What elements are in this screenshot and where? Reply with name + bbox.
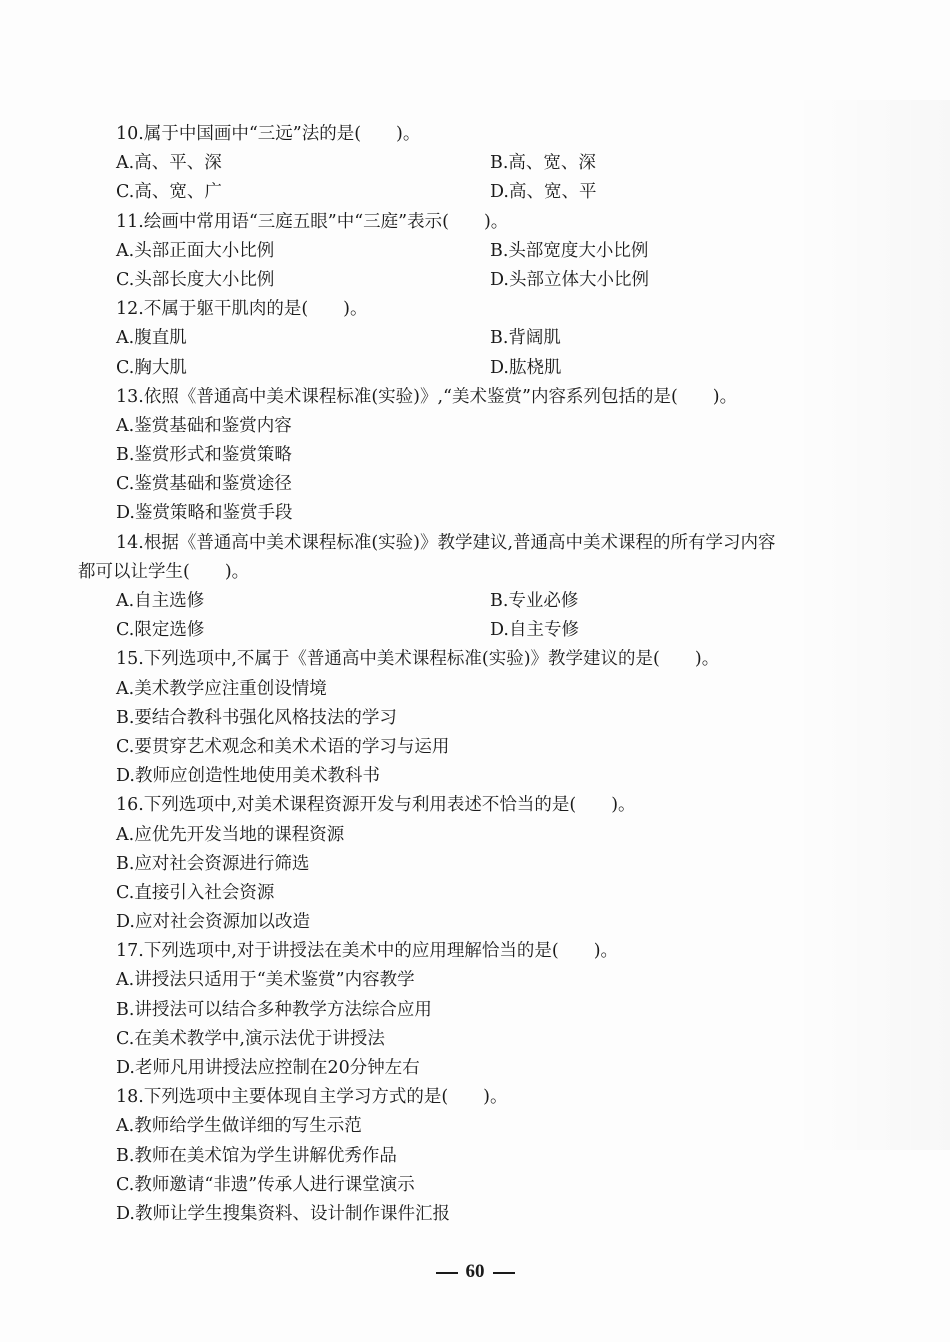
option-row: [78, 587, 868, 616]
option-b: B.背阔肌: [490, 328, 561, 349]
question-stem-continuation: 都可以让学生( )。: [78, 561, 250, 582]
option-c: C.要贯穿艺术观念和美术术语的学习与运用: [116, 736, 450, 757]
option-c: C.教师邀请“非遗”传承人进行课堂演示: [116, 1174, 415, 1195]
option-d: D.自主专修: [490, 620, 579, 641]
page-number: 60: [465, 1261, 485, 1282]
option-row: [78, 324, 868, 353]
question-stem: 12.不属于躯干肌肉的是( )。: [116, 299, 368, 320]
option-a: A.腹直肌: [116, 328, 187, 349]
option-d: D.老师凡用讲授法应控制在20分钟左右: [116, 1058, 420, 1078]
option-d: D.头部立体大小比例: [490, 269, 649, 290]
question-stem: 13.依照《普通高中美术课程标准(实验)》,“美术鉴赏”内容系列包括的是( )。: [116, 386, 738, 407]
option-b: B.头部宽度大小比例: [490, 240, 649, 261]
option-a: A.高、平、深: [116, 153, 222, 174]
option-d: D.教师应创造性地使用美术教科书: [116, 766, 380, 787]
option-d: D.教师让学生搜集资料、设计制作课件汇报: [116, 1203, 450, 1224]
question-stem: 17.下列选项中,对于讲授法在美术中的应用理解恰当的是( )。: [116, 941, 619, 962]
question-list: [78, 120, 868, 1229]
option-b: B.鉴赏形式和鉴赏策略: [116, 445, 292, 466]
option-c: C.直接引入社会资源: [116, 882, 275, 903]
option-a: A.头部正面大小比例: [116, 240, 275, 261]
option-row: [78, 616, 868, 645]
question-stem: 18.下列选项中主要体现自主学习方式的是( )。: [116, 1087, 508, 1108]
option-row: [78, 266, 868, 295]
option-b: B.高、宽、深: [490, 153, 596, 174]
option-c: C.胸大肌: [116, 357, 187, 378]
footer-dash-right: [493, 1272, 515, 1274]
option-d: D.应对社会资源加以改造: [116, 912, 310, 933]
option-d: D.高、宽、平: [490, 182, 597, 203]
option-row: [78, 149, 868, 178]
question-stem: 15.下列选项中,不属于《普通高中美术课程标准(实验)》教学建议的是( )。: [116, 649, 720, 670]
option-c: C.在美术教学中,演示法优于讲授法: [116, 1028, 385, 1049]
option-a: A.讲授法只适用于“美术鉴赏”内容教学: [116, 970, 415, 991]
option-c: C.头部长度大小比例: [116, 269, 275, 290]
option-c: C.高、宽、广: [116, 182, 222, 203]
option-a: A.鉴赏基础和鉴赏内容: [116, 415, 292, 436]
option-b: B.专业必修: [490, 591, 579, 611]
option-b: B.要结合教科书强化风格技法的学习: [116, 707, 397, 728]
page-footer: [0, 1261, 950, 1283]
option-b: B.教师在美术馆为学生讲解优秀作品: [116, 1145, 397, 1166]
option-row: [78, 354, 868, 383]
option-d: D.鉴赏策略和鉴赏手段: [116, 503, 293, 524]
option-c: C.鉴赏基础和鉴赏途径: [116, 474, 292, 495]
question-stem: 11.绘画中常用语“三庭五眼”中“三庭”表示( )。: [116, 211, 509, 232]
option-row: [78, 178, 868, 207]
option-c: C.限定选修: [116, 620, 205, 641]
option-a: A.美术教学应注重创设情境: [116, 678, 327, 699]
footer-dash-left: [436, 1272, 458, 1274]
option-a: A.自主选修: [116, 591, 205, 611]
option-a: A.教师给学生做详细的写生示范: [116, 1116, 362, 1137]
question-stem: 10.属于中国画中“三远”法的是( )。: [116, 124, 421, 144]
option-b: B.讲授法可以结合多种教学方法综合应用: [116, 999, 432, 1020]
question-stem: 14.根据《普通高中美术课程标准(实验)》教学建议,普通高中美术课程的所有学习内容: [116, 532, 776, 553]
option-d: D.肱桡肌: [490, 357, 562, 378]
option-b: B.应对社会资源进行筛选: [116, 853, 310, 874]
option-a: A.应优先开发当地的课程资源: [116, 824, 345, 845]
option-row: [78, 237, 868, 266]
question-stem: 16.下列选项中,对美术课程资源开发与利用表述不恰当的是( )。: [116, 795, 636, 816]
